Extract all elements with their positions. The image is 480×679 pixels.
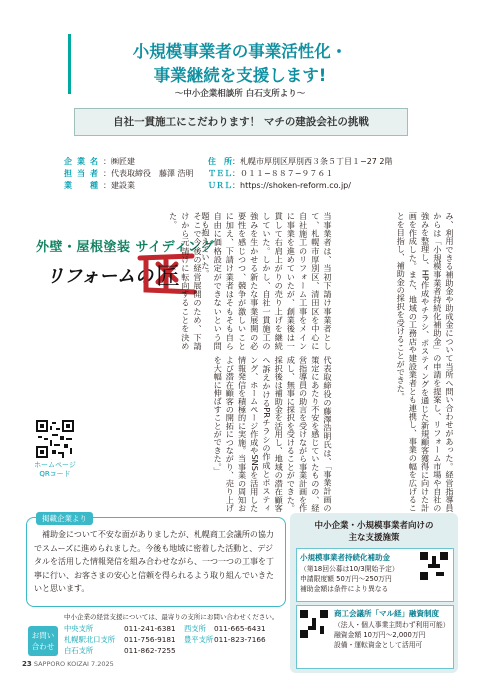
company-rep-row (64, 168, 194, 180)
loan-head: 商工会議所「マル経」融資制度 (334, 609, 439, 618)
magazine-name: SAPPORO KOIZAI 7.2025 (33, 660, 114, 668)
branch-tel: 011-756-9181 (124, 635, 176, 644)
article-banner (74, 108, 408, 136)
page-title-line2: 事業継続を支援します! (153, 66, 327, 85)
logo-brand: リフォームの (46, 266, 154, 287)
company-type-label: 業 種 (64, 181, 103, 190)
branch-name: 豊平支所 (184, 635, 214, 644)
company-tel: ：０１１−８８７−９７６１ (232, 169, 334, 178)
logo-brand-kanji: 匠 (156, 262, 180, 290)
article-banner-text: 自社一貫施工にこだわります！ マチの建設会社の挑戦 (113, 116, 369, 128)
loan-line: （法人・個人事業主問わず利用可能） (334, 621, 450, 629)
company-addr: ：札幌市厚別区厚別西３条５丁目１−27 2階 (232, 157, 393, 166)
article-column-d: 代表取締役の藤澤浩明氏は、「事業計画の策定にあたり不安を感じていたものの、経営指導員の助言を受けながら事業計画を作成し、無事に採択を受けることができた。採択後は補助金を活用し、地域の潜在顧客へ訴えかけるPRチラシの作成とポスティング、ホームページ作成やSNSを活用した情報発信を積極的に実施。当事業の周知および潜在顧客の開拓につながり、売り上げを大幅に伸ばすことができた。」 (213, 356, 333, 512)
page-number: 23 (22, 660, 32, 668)
support-panel-title (290, 520, 458, 544)
contact-intro: 中小企業の経営支援については、最寄りの支所にお問い合わせください。 (64, 613, 279, 621)
homepage-qr-code[interactable] (36, 420, 74, 458)
subsidy-line: 補助金額は条件により異なる (300, 585, 389, 593)
article-column-c: み、利用できる補助金や助成金について当所へ問い合わせがあった。経営指導員からは「小規模事業者持続化補助金」の申請を提案し、リフォーム市場や自社の強みを整理し、HP作成やチラシ、ポスティングを通じた新規顧客獲得に向けた計画を作成した。また、地域の工務店や建設業者とも連携し、事業の幅を広げることを目指し、補助金の採択を受けることができた。 (396, 212, 455, 512)
company-addr-row (208, 156, 393, 168)
loan-line: 設備・運転資金として活用可 (334, 641, 423, 649)
company-comment-text: 補助金について不安な面がありましたが、札幌商工会議所の協力でスムーズに進められました。今後も地域に密着した活動と、デジタルを活用した情報発信を組み合わせながら、一つ一つの工事を丁寧に行い、お客さまの安心と信頼を得られるよう取り組んでいきたいと思います。 (34, 530, 274, 593)
subsidy-head: 小規模事業者持続化補助金 (300, 553, 390, 562)
qr-label-line1: ホームページ (34, 461, 76, 469)
branch-name: 中央支所 (64, 624, 94, 633)
branch-tel: 011-823-7166 (214, 635, 266, 644)
article-column-a: 当事業者は、当初下請け事業者として、札幌市厚別区、清田区を中心に自社施工のリフォーム工事をメインに事業を進めていたが、創業後は一貫して右肩上がりの売り上げを継続していた。しかし、自社一貫施工の強みを生かせる新たな事業展開の必要性を感じつつ、競争が激しいことに加え、下請け業者はそもそも自ら自由に価格設定ができないという問題も抱えていた。 (200, 212, 333, 350)
company-url-label: ＵＲＬ (208, 181, 232, 190)
branch-tel: 011-241-6381 (124, 624, 176, 633)
subsidy-line: 申請限度額 50万円〜250万円 (300, 575, 392, 583)
company-name-label: 企業名 (64, 157, 103, 166)
contact-row (64, 624, 93, 634)
support-panel-title-line1: 中小企業・小規模事業者向けの (314, 521, 434, 531)
company-tel-row (208, 168, 333, 180)
page-footer (22, 660, 114, 668)
page-subtitle: 〜中小企業相談所 白石支所より〜 (174, 89, 306, 99)
branch-tel: 011-862-7255 (124, 646, 176, 655)
branch-name: 白石支所 (64, 646, 94, 655)
company-comment-tab: 掲載企業より (36, 512, 93, 525)
qr-label-line2: QRコード (39, 470, 71, 478)
branch-name: 札幌駅北口支所 (64, 635, 116, 644)
article-column-b: そこで今後の経営展開のため、下請けから元請けに転向することを決めた。 (168, 212, 203, 350)
company-url-row (208, 180, 351, 192)
company-addr-label: 住 所 (208, 157, 232, 166)
contact-label-line2: 合わせ (31, 642, 55, 651)
subsidy-qr-code[interactable] (420, 552, 448, 580)
loan-line: 融資金額 10万円〜2,000万円 (334, 631, 426, 639)
qr-label (24, 461, 86, 479)
branch-tel: 011-665-6431 (214, 624, 266, 633)
branch-name: 西支所 (184, 624, 206, 633)
company-name-row (64, 156, 135, 168)
support-panel-title-line2: 主な支援施策 (348, 533, 400, 543)
contact-label-line1: お問い (31, 631, 55, 640)
subsidy-line: （第18回公募は10/3開始予定） (300, 565, 399, 573)
company-name: ：㈱匠建 (103, 157, 135, 166)
company-type-row (64, 180, 135, 192)
company-type: ：建設業 (103, 181, 135, 190)
company-rep-label: 担当者 (64, 169, 103, 178)
company-rep: ：代表取締役 藤澤 浩明 (103, 169, 194, 178)
logo-tagline: 外壁・屋根塗装 サイディング (36, 240, 215, 255)
contact-label (28, 626, 58, 656)
page-title-line1: 小規模事業者の事業活性化・ (132, 42, 348, 61)
loan-qr-code[interactable] (300, 610, 328, 638)
company-url[interactable]: ：https://shoken-reform.co.jp/ (232, 181, 351, 190)
company-tel-label: ＴＥＬ (208, 169, 232, 178)
